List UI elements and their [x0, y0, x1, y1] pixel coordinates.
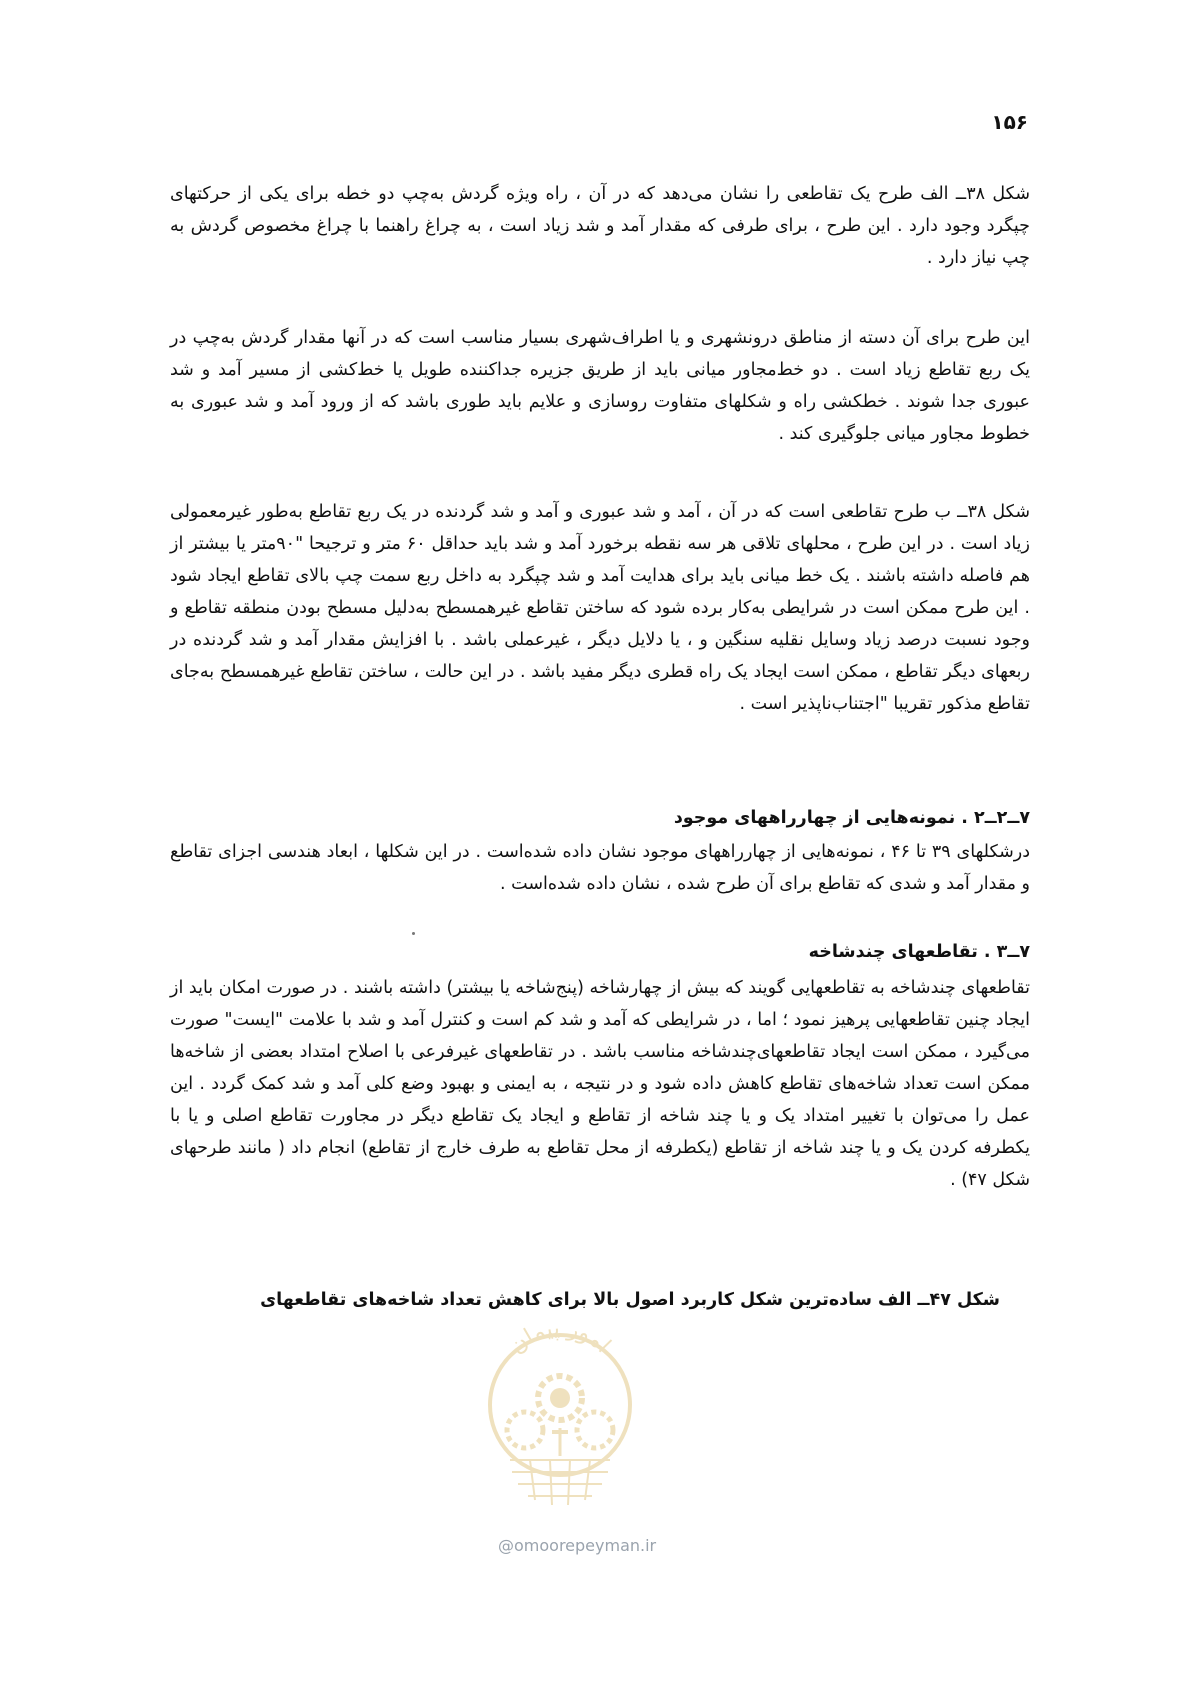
section-7-2-2-body — [170, 836, 1030, 900]
figure-38a-caption — [170, 178, 1030, 274]
figure-47a-caption-text: شکل ۴۷ــ الف ساده‌ترین شکل کاربرد اصول بالا برای کاهش تعداد شاخه‌های تقاطعهای — [260, 1290, 1000, 1310]
section-7-3-heading: ۷ــ۳ . تقاطعهای چندشاخه — [808, 942, 1030, 962]
section-7-2-2-heading: ۷ــ۲ــ۲ . نمونه‌هایی از چهارراههای موجود — [673, 808, 1030, 828]
figure-38b-caption-text: شکل ۳۸ــ ب طرح تقاطعی است که در آن ، آمد و شد عبوری و آمد و شد گردنده در یک ربع تقاطع به‌طور غیرمعمولی زیاد است . در این طرح ، محلهای تلاقی هر سه نقطه برخورد آمد و شد باید حداقل ۶۰ متر و ترجیحا "۹۰متر یا بیشتر از هم فاصله داشته باشند . یک خط‌ میانی باید برای هدایت آمد و شد چپگرد به داخل ربع سمت چپ بالای تقاطع ایجاد شود . این طرح ممکن است در شرایطی به‌کار برده شود که ساختن تقاطع غیرهمسطح به‌دلیل مسطح بودن منطقه تقاطع و وجود نسبت درصد زیاد وسایل نقلیه سنگین و ، یا دلایل دیگر ، غیرعملی باشد . با افزایش مقدار آمد و شد گردنده در ربعهای دیگر تقاطع ، ممکن است ایجاد یک راه قطری دیگر مفید باشد . در این حالت ، ساختن تقاطع غیرهمسطح به‌جای تقاطع مذکور تقریبا "اجتناب‌ناپذیر است . — [170, 502, 1030, 714]
section-7-3-text: تقاطعهای چندشاخه به تقاطعهایی گویند که بیش از چهارشاخه (پنج‌شاخه یا بیشتر) داشته باشند . در صورت امکان باید از ایجاد چنین تقاطعهایی پرهیز نمود ؛ اما ، در شرایطی که آمد و شد کم است و کنترل آمد و شد با علامت "ایست" صورت می‌گیرد ، ممکن است ایجاد تقاطعهای‌چندشاخه مناسب باشد . در تقاطعهای غیرفرعی با اصلاح امتداد بعضی از شاخه‌ها ممکن است تعداد شاخه‌های تقاطع کاهش داده شود و در نتیجه ، به ایمنی و بهبود وضع کلی آمد و شد کمک گردد . این عمل را می‌توان با تغییر امتداد یک و یا چند شاخه از تقاطع و ایجاد یک تقاطع دیگر در مجاورت تقاطع اصلی و یا با یکطرفه کردن یک و یا چند شاخه از تقاطع (یکطرفه از محل تقاطع به طرف خارج از تقاطع) انجام داد ( مانند طرحهای شکل ۴۷) . — [170, 978, 1030, 1190]
figure-38a-caption-text: شکل ۳۸ــ الف طرح یک تقاطعی را نشان می‌دهد که در آن ، راه ویژه گردش به‌چپ دو خطه برای یکی از حرکتهای چپگرد وجود دارد . این طرح ، برای طرفی که مقدار آمد و شد زیاد است ، به چراغ راهنما با چراغ مخصوص گردش به چپ نیاز دارد . — [170, 184, 1030, 268]
watermark-logo-icon — [480, 1310, 640, 1520]
watermark-logo-text: امور پیمان — [504, 1315, 616, 1359]
speck — [412, 932, 415, 935]
figure-38b-caption — [170, 496, 1030, 720]
section-7-2-2-text: درشکلهای ۳۹ تا ۴۶ ، نمونه‌هایی از چهارراههای موجود نشان داده شده‌است . در این شکلها ، ابعاد هندسی اجزای تقاطع و مقدار آمد و شدی که تقاطع برای آن طرح شده ، نشان داده شده‌است . — [170, 842, 1031, 894]
paragraph-1 — [170, 322, 1030, 450]
paragraph-1-text: این طرح برای آن دسته از مناطق درونشهری و یا اطراف‌شهری بسیار مناسب است که در آنها مقدار گردش به‌چپ در یک ربع تقاطع زیاد است . دو خط‌مجاور میانی باید از طریق جزیره جداکننده طویل یا خط‌کشی از مسیر آمد و شد عبوری جدا شوند . خطکشی راه و شکلهای متفاوت روسازی و علایم باید طوری باشد که از ورود آمد و شد عبوری به خطوط‌ مجاور میانی جلوگیری کند . — [170, 328, 1030, 444]
section-7-3-body — [170, 972, 1030, 1196]
watermark-url: @omoorepeyman.ir — [498, 1536, 657, 1555]
page-number: ۱۵۶ — [991, 110, 1028, 134]
